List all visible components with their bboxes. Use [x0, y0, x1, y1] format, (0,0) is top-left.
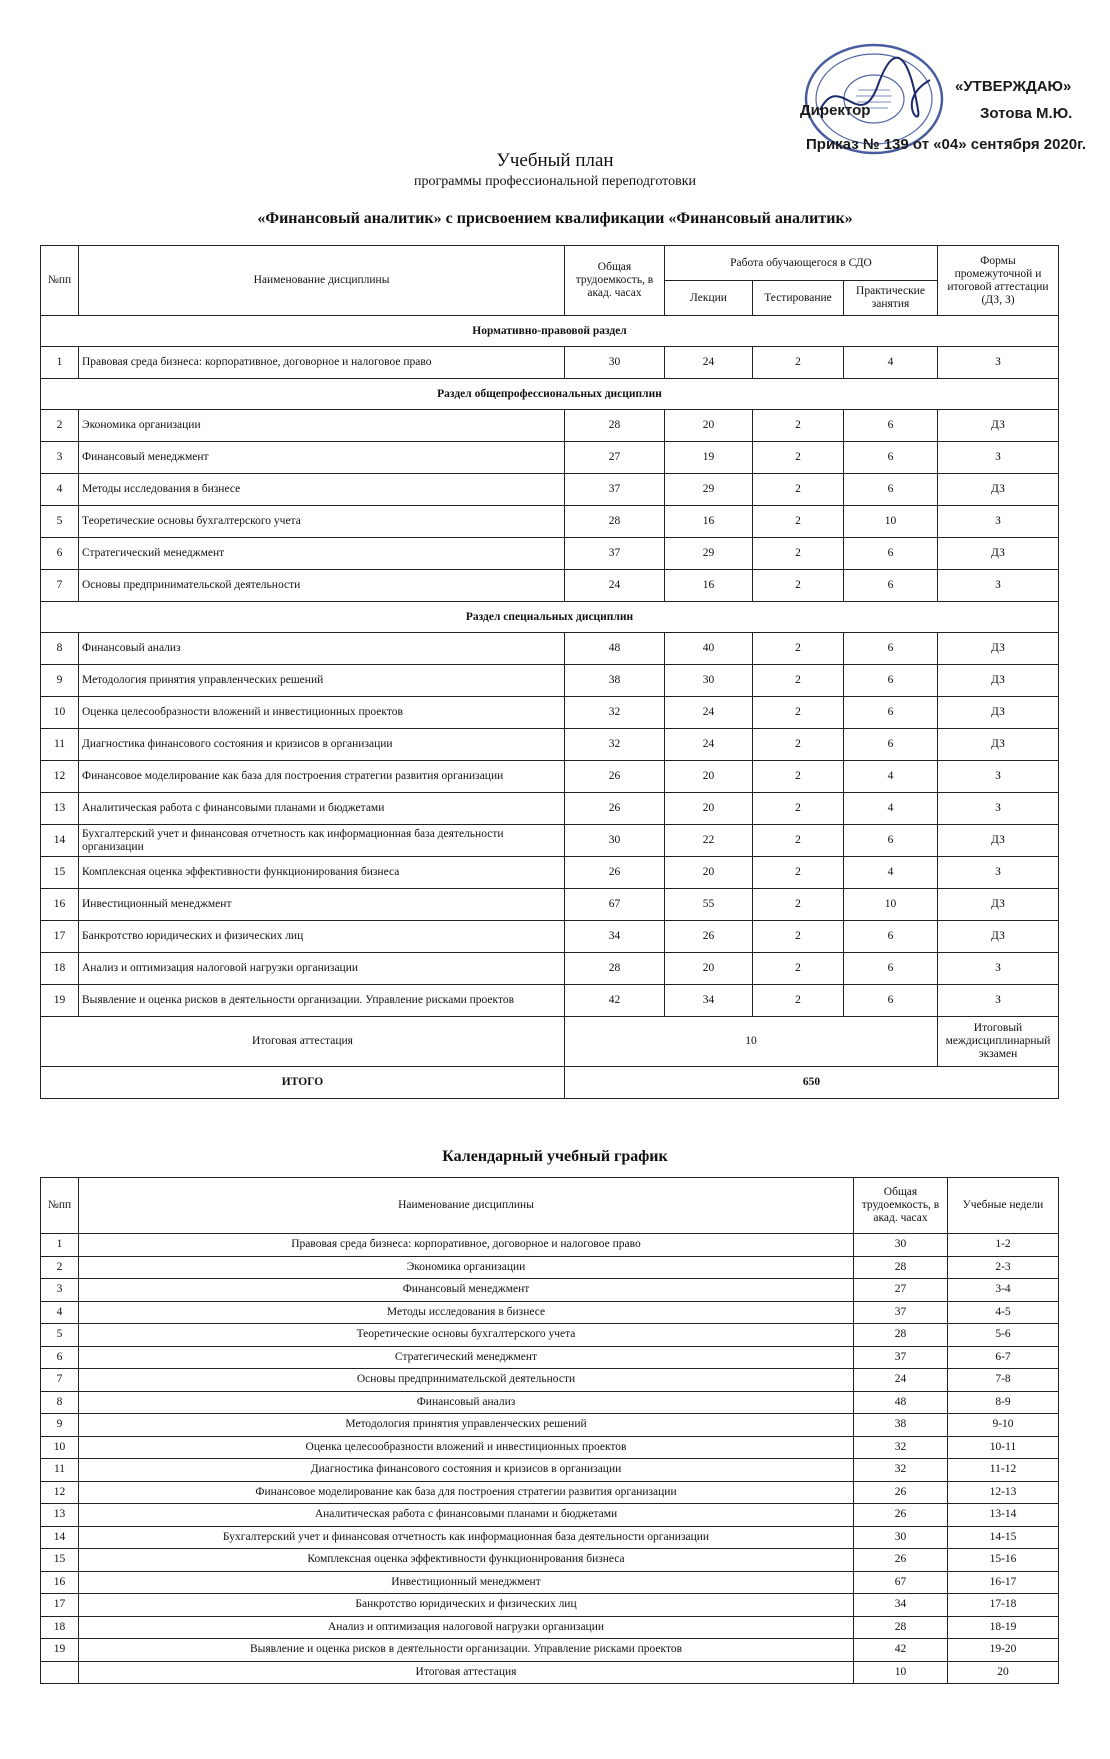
table-row: [41, 442, 1059, 474]
testing: 2: [753, 347, 844, 379]
lectures: 55: [665, 889, 753, 921]
table-row: [41, 1549, 1059, 1572]
discipline-name: Бухгалтерский учет и финансовая отчетность как информационная база деятельности организации: [79, 1526, 854, 1549]
lectures: 20: [665, 793, 753, 825]
curriculum-table: [40, 245, 1059, 1099]
table-row: [41, 921, 1059, 953]
row-number: 19: [41, 1639, 79, 1662]
approval-block: [800, 40, 1087, 160]
lectures: 30: [665, 665, 753, 697]
study-weeks: 14-15: [948, 1526, 1059, 1549]
assessment-form: ДЗ: [938, 474, 1059, 506]
row-number: 2: [41, 1256, 79, 1279]
table-row: [41, 761, 1059, 793]
table-row: [41, 825, 1059, 857]
total-hours: 30: [565, 347, 665, 379]
total-hours: 10: [854, 1661, 948, 1684]
row-number: 17: [41, 921, 79, 953]
row-number: 2: [41, 410, 79, 442]
practice: 10: [844, 506, 938, 538]
study-weeks: 17-18: [948, 1594, 1059, 1617]
discipline-name: Инвестиционный менеджмент: [79, 1571, 854, 1594]
discipline-name: Методология принятия управленческих решений: [79, 1414, 854, 1437]
total-hours: 34: [854, 1594, 948, 1617]
assessment-form: ДЗ: [938, 665, 1059, 697]
discipline-name: Правовая среда бизнеса: корпоративное, договорное и налоговое право: [79, 347, 565, 379]
total-hours: 37: [565, 474, 665, 506]
testing: 2: [753, 506, 844, 538]
header-work: Работа обучающегося в СДО: [665, 246, 938, 281]
sched-header-weeks: Учебные недели: [948, 1178, 1059, 1234]
practice: 6: [844, 474, 938, 506]
practice: 6: [844, 570, 938, 602]
study-weeks: 10-11: [948, 1436, 1059, 1459]
table-row: [41, 1459, 1059, 1482]
discipline-name: Методология принятия управленческих решений: [79, 665, 565, 697]
discipline-name: Методы исследования в бизнесе: [79, 474, 565, 506]
row-number: 15: [41, 857, 79, 889]
row-number: 3: [41, 442, 79, 474]
study-weeks: 7-8: [948, 1369, 1059, 1392]
assessment-form: ДЗ: [938, 633, 1059, 665]
header-tests: Тестирование: [753, 281, 844, 316]
testing: 2: [753, 410, 844, 442]
discipline-name: Инвестиционный менеджмент: [79, 889, 565, 921]
lectures: 16: [665, 570, 753, 602]
section-title: Раздел общепрофессиональных дисциплин: [41, 379, 1059, 410]
lectures: 40: [665, 633, 753, 665]
discipline-name: Банкротство юридических и физических лиц: [79, 921, 565, 953]
table-row: [41, 1526, 1059, 1549]
lectures: 22: [665, 825, 753, 857]
total-hours: 42: [565, 985, 665, 1017]
lectures: 20: [665, 761, 753, 793]
testing: 2: [753, 857, 844, 889]
study-weeks: 3-4: [948, 1279, 1059, 1302]
sched-header-name: Наименование дисциплины: [79, 1178, 854, 1234]
study-weeks: 4-5: [948, 1301, 1059, 1324]
final-attestation-hours: 10: [565, 1017, 938, 1067]
table-row: [41, 1324, 1059, 1347]
practice: 6: [844, 633, 938, 665]
study-weeks: 18-19: [948, 1616, 1059, 1639]
practice: 10: [844, 889, 938, 921]
study-weeks: 15-16: [948, 1549, 1059, 1572]
total-hours: 37: [854, 1346, 948, 1369]
practice: 6: [844, 921, 938, 953]
lectures: 29: [665, 538, 753, 570]
table-row: [41, 953, 1059, 985]
assessment-form: ДЗ: [938, 921, 1059, 953]
row-number: 13: [41, 1504, 79, 1527]
table-row: [41, 1639, 1059, 1662]
testing: 2: [753, 889, 844, 921]
testing: 2: [753, 825, 844, 857]
row-number: 11: [41, 729, 79, 761]
study-weeks: 11-12: [948, 1459, 1059, 1482]
table-row: [41, 1504, 1059, 1527]
discipline-name: Финансовое моделирование как база для построения стратегии развития организации: [79, 761, 565, 793]
total-hours: 26: [565, 857, 665, 889]
testing: 2: [753, 538, 844, 570]
assessment-form: З: [938, 857, 1059, 889]
total-hours: 48: [854, 1391, 948, 1414]
discipline-name: Комплексная оценка эффективности функционирования бизнеса: [79, 857, 565, 889]
row-number: 9: [41, 1414, 79, 1437]
discipline-name: Теоретические основы бухгалтерского учета: [79, 1324, 854, 1347]
approval-order: Приказ № 139 от «04» сентября 2020г.: [806, 136, 1087, 153]
study-weeks: 13-14: [948, 1504, 1059, 1527]
row-number: 1: [41, 1234, 79, 1257]
discipline-name: Финансовый анализ: [79, 1391, 854, 1414]
practice: 6: [844, 410, 938, 442]
page-title: Учебный план: [496, 150, 614, 171]
total-hours: 34: [565, 921, 665, 953]
table-row: [41, 1346, 1059, 1369]
section-title: Раздел специальных дисциплин: [41, 602, 1059, 633]
testing: 2: [753, 570, 844, 602]
study-weeks: 8-9: [948, 1391, 1059, 1414]
assessment-form: ДЗ: [938, 697, 1059, 729]
discipline-name: Основы предпринимательской деятельности: [79, 1369, 854, 1392]
discipline-name: Выявление и оценка рисков в деятельности организации. Управление рисками проектов: [79, 1639, 854, 1662]
discipline-name: Анализ и оптимизация налоговой нагрузки организации: [79, 953, 565, 985]
table-row: [41, 1481, 1059, 1504]
header-name: Наименование дисциплины: [79, 246, 565, 316]
discipline-name: Диагностика финансового состояния и кризисов в организации: [79, 729, 565, 761]
total-hours: 26: [854, 1549, 948, 1572]
table-row: [41, 347, 1059, 379]
row-number: 7: [41, 1369, 79, 1392]
row-number: 4: [41, 1301, 79, 1324]
testing: 2: [753, 985, 844, 1017]
table-row: [41, 1594, 1059, 1617]
final-attestation-label: Итоговая аттестация: [41, 1017, 565, 1067]
table-row: [41, 1436, 1059, 1459]
row-number: 1: [41, 347, 79, 379]
total-hours: 28: [565, 506, 665, 538]
practice: 6: [844, 538, 938, 570]
row-number: 8: [41, 633, 79, 665]
practice: 6: [844, 442, 938, 474]
testing: 2: [753, 474, 844, 506]
table-row: [41, 633, 1059, 665]
discipline-name: Комплексная оценка эффективности функционирования бизнеса: [79, 1549, 854, 1572]
assessment-form: З: [938, 442, 1059, 474]
lectures: 24: [665, 729, 753, 761]
row-number: 5: [41, 506, 79, 538]
table-row: [41, 1661, 1059, 1684]
row-number: 13: [41, 793, 79, 825]
row-number: 9: [41, 665, 79, 697]
total-hours: 30: [565, 825, 665, 857]
total-hours: 32: [565, 729, 665, 761]
header-lectures: Лекции: [665, 281, 753, 316]
sched-header-hours: Общая трудоемкость, в акад. часах: [854, 1178, 948, 1234]
lectures: 24: [665, 347, 753, 379]
sched-header-num: №пп: [41, 1178, 79, 1234]
discipline-name: Выявление и оценка рисков в деятельности организации. Управление рисками проектов: [79, 985, 565, 1017]
practice: 6: [844, 729, 938, 761]
discipline-name: Финансовый менеджмент: [79, 1279, 854, 1302]
table-row: [41, 1279, 1059, 1302]
total-hours: 37: [565, 538, 665, 570]
total-hours: 24: [565, 570, 665, 602]
discipline-name: Экономика организации: [79, 410, 565, 442]
total-hours: 48: [565, 633, 665, 665]
testing: 2: [753, 697, 844, 729]
assessment-form: З: [938, 985, 1059, 1017]
row-number: 6: [41, 1346, 79, 1369]
row-number: 18: [41, 953, 79, 985]
total-hours: 67: [565, 889, 665, 921]
lectures: 20: [665, 410, 753, 442]
total-hours: 27: [565, 442, 665, 474]
discipline-name: Экономика организации: [79, 1256, 854, 1279]
schedule-table: [40, 1177, 1059, 1684]
practice: 6: [844, 953, 938, 985]
row-number: [41, 1661, 79, 1684]
discipline-name: Итоговая аттестация: [79, 1661, 854, 1684]
testing: 2: [753, 793, 844, 825]
total-hours: 32: [565, 697, 665, 729]
total-hours: 24: [854, 1369, 948, 1392]
assessment-form: З: [938, 953, 1059, 985]
table-row: [41, 665, 1059, 697]
testing: 2: [753, 665, 844, 697]
header-num: №пп: [41, 246, 79, 316]
table-row: [41, 474, 1059, 506]
table-row: [41, 793, 1059, 825]
row-number: 15: [41, 1549, 79, 1572]
lectures: 26: [665, 921, 753, 953]
curriculum-body: [41, 316, 1059, 1017]
practice: 6: [844, 825, 938, 857]
assessment-form: З: [938, 761, 1059, 793]
total-hours: 26: [565, 761, 665, 793]
row-number: 11: [41, 1459, 79, 1482]
total-hours: 37: [854, 1301, 948, 1324]
study-weeks: 16-17: [948, 1571, 1059, 1594]
header-forms: Формы промежуточной и итоговой аттестации (ДЗ, З): [938, 246, 1059, 316]
testing: 2: [753, 633, 844, 665]
approval-name: Зотова М.Ю.: [980, 105, 1073, 122]
table-row: [41, 985, 1059, 1017]
row-number: 6: [41, 538, 79, 570]
testing: 2: [753, 761, 844, 793]
table-row: [41, 857, 1059, 889]
table-row: [41, 538, 1059, 570]
schedule-title: Календарный учебный график: [442, 1148, 668, 1165]
discipline-name: Оценка целесообразности вложений и инвестиционных проектов: [79, 1436, 854, 1459]
table-row: [41, 410, 1059, 442]
row-number: 14: [41, 1526, 79, 1549]
testing: 2: [753, 729, 844, 761]
discipline-name: Анализ и оптимизация налоговой нагрузки организации: [79, 1616, 854, 1639]
study-weeks: 2-3: [948, 1256, 1059, 1279]
discipline-name: Финансовое моделирование как база для построения стратегии развития организации: [79, 1481, 854, 1504]
assessment-form: З: [938, 506, 1059, 538]
discipline-name: Стратегический менеджмент: [79, 538, 565, 570]
lectures: 16: [665, 506, 753, 538]
study-weeks: 1-2: [948, 1234, 1059, 1257]
final-attestation-form: Итоговый междисциплинарный экзамен: [938, 1017, 1059, 1067]
row-number: 12: [41, 761, 79, 793]
row-number: 14: [41, 825, 79, 857]
table-row: [41, 1571, 1059, 1594]
table-row: [41, 889, 1059, 921]
section-title: Нормативно-правовой раздел: [41, 316, 1059, 347]
lectures: 19: [665, 442, 753, 474]
study-weeks: 6-7: [948, 1346, 1059, 1369]
lectures: 24: [665, 697, 753, 729]
discipline-name: Оценка целесообразности вложений и инвестиционных проектов: [79, 697, 565, 729]
discipline-name: Основы предпринимательской деятельности: [79, 570, 565, 602]
row-number: 8: [41, 1391, 79, 1414]
table-row: [41, 1301, 1059, 1324]
study-weeks: 19-20: [948, 1639, 1059, 1662]
approval-role: Директор: [800, 102, 871, 119]
row-number: 5: [41, 1324, 79, 1347]
discipline-name: Диагностика финансового состояния и кризисов в организации: [79, 1459, 854, 1482]
assessment-form: ДЗ: [938, 825, 1059, 857]
row-number: 18: [41, 1616, 79, 1639]
table-row: [41, 1369, 1059, 1392]
total-hours: 26: [854, 1504, 948, 1527]
total-hours: 67: [854, 1571, 948, 1594]
table-row: [41, 1414, 1059, 1437]
total-hours: 26: [854, 1481, 948, 1504]
assessment-form: ДЗ: [938, 410, 1059, 442]
table-row: [41, 1234, 1059, 1257]
total-hours: 30: [854, 1526, 948, 1549]
total-hours: 32: [854, 1459, 948, 1482]
total-hours: 28: [854, 1256, 948, 1279]
total-hours: 28: [565, 410, 665, 442]
total-hours: 38: [565, 665, 665, 697]
assessment-form: ДЗ: [938, 538, 1059, 570]
header-hours: Общая трудоемкость, в акад. часах: [565, 246, 665, 316]
study-weeks: 9-10: [948, 1414, 1059, 1437]
table-row: [41, 506, 1059, 538]
discipline-name: Аналитическая работа с финансовыми планами и бюджетами: [79, 793, 565, 825]
discipline-name: Бухгалтерский учет и финансовая отчетность как информационная база деятельности организации: [79, 825, 565, 857]
practice: 4: [844, 793, 938, 825]
discipline-name: Банкротство юридических и физических лиц: [79, 1594, 854, 1617]
schedule-body: [41, 1234, 1059, 1684]
discipline-name: Правовая среда бизнеса: корпоративное, договорное и налоговое право: [79, 1234, 854, 1257]
assessment-form: ДЗ: [938, 889, 1059, 921]
testing: 2: [753, 442, 844, 474]
total-hours: 28: [565, 953, 665, 985]
study-weeks: 20: [948, 1661, 1059, 1684]
lectures: 34: [665, 985, 753, 1017]
discipline-name: Стратегический менеджмент: [79, 1346, 854, 1369]
study-weeks: 5-6: [948, 1324, 1059, 1347]
table-row: [41, 1391, 1059, 1414]
total-hours: 38: [854, 1414, 948, 1437]
lectures: 20: [665, 953, 753, 985]
practice: 4: [844, 857, 938, 889]
row-number: 7: [41, 570, 79, 602]
row-number: 19: [41, 985, 79, 1017]
row-number: 4: [41, 474, 79, 506]
practice: 4: [844, 761, 938, 793]
table-row: [41, 570, 1059, 602]
study-weeks: 12-13: [948, 1481, 1059, 1504]
practice: 6: [844, 985, 938, 1017]
discipline-name: Теоретические основы бухгалтерского учета: [79, 506, 565, 538]
assessment-form: ДЗ: [938, 729, 1059, 761]
discipline-name: Финансовый менеджмент: [79, 442, 565, 474]
total-hours: 42: [854, 1639, 948, 1662]
lectures: 20: [665, 857, 753, 889]
row-number: 16: [41, 1571, 79, 1594]
testing: 2: [753, 953, 844, 985]
approval-title: «УТВЕРЖДАЮ»: [955, 78, 1072, 95]
assessment-form: З: [938, 570, 1059, 602]
row-number: 12: [41, 1481, 79, 1504]
discipline-name: Финансовый анализ: [79, 633, 565, 665]
total-hours: 650: [565, 1067, 1059, 1099]
table-row: [41, 697, 1059, 729]
program-title: «Финансовый аналитик» с присвоением квалификации «Финансовый аналитик»: [257, 210, 853, 227]
row-number: 10: [41, 1436, 79, 1459]
practice: 6: [844, 665, 938, 697]
row-number: 16: [41, 889, 79, 921]
row-number: 3: [41, 1279, 79, 1302]
practice: 4: [844, 347, 938, 379]
page-subtitle: программы профессиональной переподготовки: [414, 174, 696, 189]
total-hours: 26: [565, 793, 665, 825]
table-row: [41, 1256, 1059, 1279]
row-number: 10: [41, 697, 79, 729]
discipline-name: Аналитическая работа с финансовыми планами и бюджетами: [79, 1504, 854, 1527]
testing: 2: [753, 921, 844, 953]
total-hours: 27: [854, 1279, 948, 1302]
total-hours: 30: [854, 1234, 948, 1257]
total-hours: 32: [854, 1436, 948, 1459]
row-number: 17: [41, 1594, 79, 1617]
total-label: ИТОГО: [41, 1067, 565, 1099]
assessment-form: З: [938, 347, 1059, 379]
assessment-form: З: [938, 793, 1059, 825]
total-hours: 28: [854, 1324, 948, 1347]
table-row: [41, 729, 1059, 761]
header-practice: Практические занятия: [844, 281, 938, 316]
discipline-name: Методы исследования в бизнесе: [79, 1301, 854, 1324]
table-row: [41, 1616, 1059, 1639]
total-hours: 28: [854, 1616, 948, 1639]
lectures: 29: [665, 474, 753, 506]
practice: 6: [844, 697, 938, 729]
